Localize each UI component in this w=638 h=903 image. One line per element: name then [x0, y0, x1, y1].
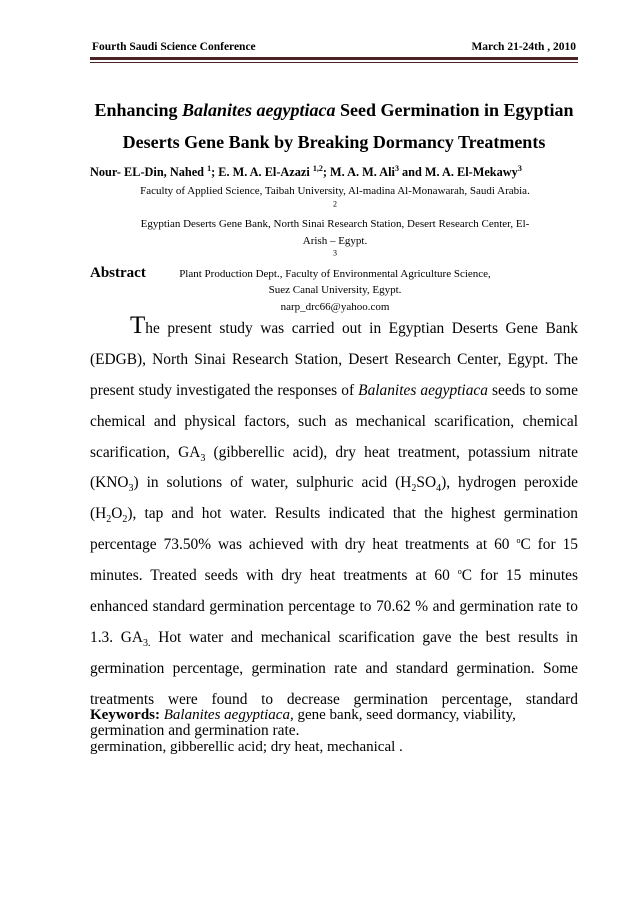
abstract-line: germination and germination rate.: [90, 721, 300, 739]
keywords-label: Keywords:: [90, 707, 160, 723]
abstract-line: present study investigated the responses of Balanites aegyptiaca seeds to some: [90, 381, 578, 399]
header-rule-thin: [90, 62, 578, 63]
conference-date: March 21-24th , 2010: [471, 41, 576, 53]
title-line-1: Enhancing Balanites aegyptiaca Seed Germination in Egyptian: [94, 100, 574, 120]
abstract-line: percentage 73.50% was achieved with dry heat treatments at 60 $^o$C for 15: [90, 536, 578, 554]
abstract-line: The present study was carried out in Egyptian Deserts Gene Bank: [130, 312, 578, 339]
drop-cap: T: [130, 312, 146, 339]
author-email[interactable]: narp_drc66@yahoo.com: [280, 300, 390, 313]
title-line-2: Deserts Gene Bank by Breaking Dormancy Treatments: [122, 132, 546, 152]
author-list: Nour- EL-Din, Nahed $^1$; E. M. A. El-Azazi $^{1,2}$; M. A. M. Ali$^3$ and M. A. El-Mekawy$^3$: [90, 163, 522, 179]
affiliation-3: Arish – Egypt. $^3$ Plant Production Dept., Faculty of Environmental Agriculture Science,: [179, 234, 491, 280]
running-header: [92, 41, 576, 53]
conference-name: Fourth Saudi Science Conference: [92, 41, 256, 53]
keywords-line-2: germination, gibberellic acid; dry heat, mechanical .: [90, 738, 403, 755]
abstract-line: germination percentage, germination rate and standard germination. Some: [90, 659, 578, 677]
header-rule-thick: [90, 57, 578, 60]
abstract-line: $(H_2O_2)$, tap and hot water. Results indicated that the highest germination: [90, 505, 578, 526]
affiliations: [110, 183, 560, 315]
affiliation-4: Suez Canal University, Egypt.: [268, 284, 402, 296]
abstract-line: $(KNO_3)$ in solutions of water, sulphuric acid $(H_2SO_4)$, hydrogen peroxide: [90, 474, 578, 495]
affiliation-2: $^2$ Egyptian Deserts Gene Bank, North Sinai Research Station, Desert Research Center, El-: [140, 198, 530, 230]
abstract-line: (EDGB), North Sinai Research Station, Desert Research Center, Egypt. The: [90, 350, 578, 368]
abstract-line: 1.3. $GA_{3.}$ Hot water and mechanical scarification gave the best results in: [90, 628, 578, 649]
title-species: Balanites aegyptiaca: [182, 100, 336, 120]
affiliation-1: Faculty of Applied Science, Taibah University, Al-madina Al-Monawarah, Saudi Arabia.: [140, 185, 530, 197]
abstract-line: enhanced standard germination percentage to 70.62 % and germination rate to: [90, 598, 578, 616]
abstract-line: scarification, $GA_3$ (gibberellic acid), dry heat treatment, potassium nitrate: [90, 443, 578, 464]
abstract-line: minutes. Treated seeds with dry heat treatments at 60 $^o$C for 15 minutes: [90, 567, 578, 585]
abstract-line: treatments were found to decrease germination percentage, standard: [90, 690, 578, 708]
paper-title: [90, 94, 578, 158]
abstract-body: [90, 314, 578, 746]
abstract-line: chemical and physical factors, such as mechanical scarification, chemical: [90, 412, 578, 430]
abstract-heading: Abstract: [90, 265, 146, 281]
keywords-section: [90, 700, 580, 763]
keywords-line-1: Keywords: Balanites aegyptiaca, gene bank, seed dormancy, viability,: [90, 707, 516, 723]
